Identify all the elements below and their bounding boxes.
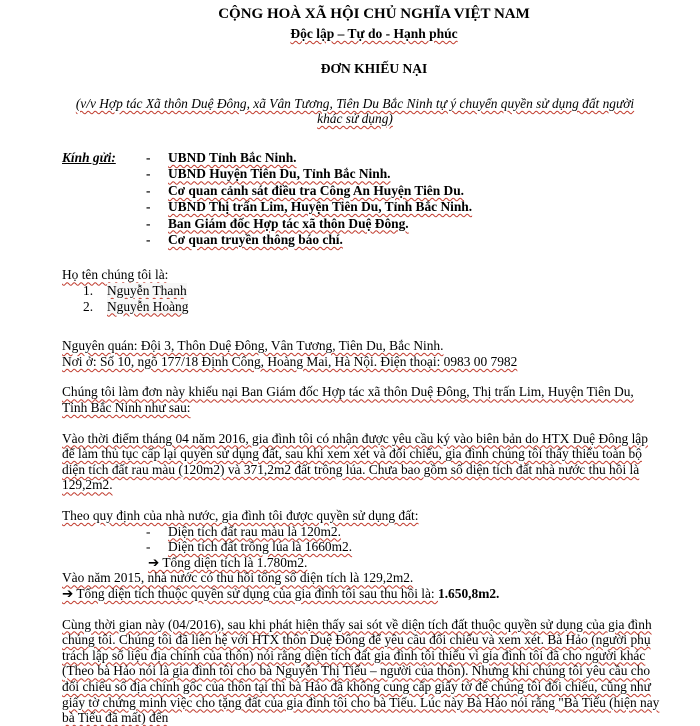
- recipients-list: [146, 150, 700, 248]
- paragraph-intro: Chúng tôi làm đơn này khiếu nại Ban Giám đốc Hợp tác xã thôn Duệ Đông, Thị trấn Lim, Huyện Tiên Du, Tỉnh Bắc Ninh như sau:: [62, 384, 634, 415]
- complainant-item: 1. Nguyễn Thanh: [83, 283, 187, 299]
- document-page: [0, 6, 700, 726]
- complainant-item: 2. Nguyễn Hoàng: [83, 298, 189, 314]
- recipient-item: - Ban Giám đốc Hợp tác xã thôn Duệ Đông.: [146, 215, 409, 231]
- republic-heading: CỘNG HOÀ XÃ HỘI CHỦ NGHĨA VIỆT NAM: [218, 6, 530, 22]
- recipient-item: - UBND Tỉnh Bắc Ninh.: [146, 150, 297, 165]
- recipient-item: - Cơ quan truyền thông báo chí.: [146, 232, 343, 248]
- paragraph-dispute: Cùng thời gian này (04/2016), sau khi phát hiện thấy sai sót về diện tích đất thuộc quyền sử dụng của gia đình chúng tôi. Chúng tôi đã liên hệ với HTX thôn Duệ Đông để yêu cầu đối chiếu và xem xét. Bà Hảo (người phụ trách lập sổ liệu địa chính của thôn) nói rằng diện tích đất gia đình tôi thiếu vì gia đình tôi đã cho người khác (Theo bà Hảo nói là gia đình tôi cho bà Nguyễn Thị Tiếu – người của thôn). Nhưng khi chúng tôi yêu cầu cho đối chiếu sổ địa chính gốc của thôn tại thì bà Hảo đã không cung cấp giấy tờ để chúng tôi đối chiếu, cũng như giấy tờ chứng minh việc cho tặng đất của gia đình tôi cho bà Tiếu. Lúc này Bà Hảo nói rằng "Bà Tiếu (hiện nay bà Tiếu đã mất) đến: [62, 616, 660, 726]
- paragraph-findings: Vào thời điểm tháng 04 năm 2016, gia đình tôi có nhận được yêu cầu ký vào biên bản do HTX Duệ Đông lập để làm thủ tục cấp lại quyền sử dụng đất, sau khi xem xét và đối chiếu, gia đình chúng tôi thấy thiếu toàn bộ diện tích đất rau màu (120m2) và 371,2m2 đất trồng lúa. Chưa bao gồm số diện tích đất nhà nước thu hồi là 129,2m2.: [62, 430, 648, 493]
- motto: Độc lập – Tự do - Hạnh phúc: [290, 26, 458, 41]
- paragraph-rights: Theo quy định của nhà nước, gia đình tôi được quyền sử dụng đất:: [62, 507, 419, 523]
- complainants-intro: Họ tên chúng tôi là:: [62, 267, 169, 283]
- recipient-item: - Cơ quan cảnh sát điều tra Công An Huyện Tiên Du.: [146, 182, 465, 198]
- land-item: - Diện tích đất rau màu là 120m2.: [146, 523, 341, 539]
- address-line: Nơi ở: Số 10, ngõ 177/18 Định Công, Hoàng Mai, Hà Nội. Điện thoại: 0983 00 7982: [62, 353, 518, 369]
- subject-line: (v/v Hợp tác Xã thôn Duệ Đông, xã Vân Tương, Tiên Du Bắc Ninh tự ý chuyển quyền sử dụng đất người khác sử dụng): [75, 96, 635, 126]
- land-item: - Diện tích đất trồng lúa là 1660m2.: [146, 539, 353, 555]
- total-area-line: ➔ Tổng diện tích là 1.780m2.: [148, 554, 308, 570]
- recovery-line: Vào năm 2015, nhà nước có thu hồi tổng số diện tích là 129,2m2.: [62, 570, 414, 586]
- final-total-line: ➔ Tổng diện tích thuộc quyền sử dụng của gia đình tôi sau thu hồi là: 1.650,8m2.: [62, 585, 500, 601]
- document-title: ĐƠN KHIẾU NẠI: [320, 61, 428, 76]
- recipient-item: - UBND Huyện Tiên Du, Tỉnh Bắc Ninh.: [146, 166, 391, 182]
- recipient-item: - UBND Thị trấn Lim, Huyện Tiên Du, Tỉnh Bắc Ninh.: [146, 199, 473, 215]
- recipients-block: [62, 150, 700, 248]
- origin-line: Nguyên quán: Đội 3, Thôn Duệ Đông, Vân Tương, Tiên Du, Bắc Ninh.: [62, 338, 444, 354]
- recipients-label: Kính gửi:: [62, 150, 116, 165]
